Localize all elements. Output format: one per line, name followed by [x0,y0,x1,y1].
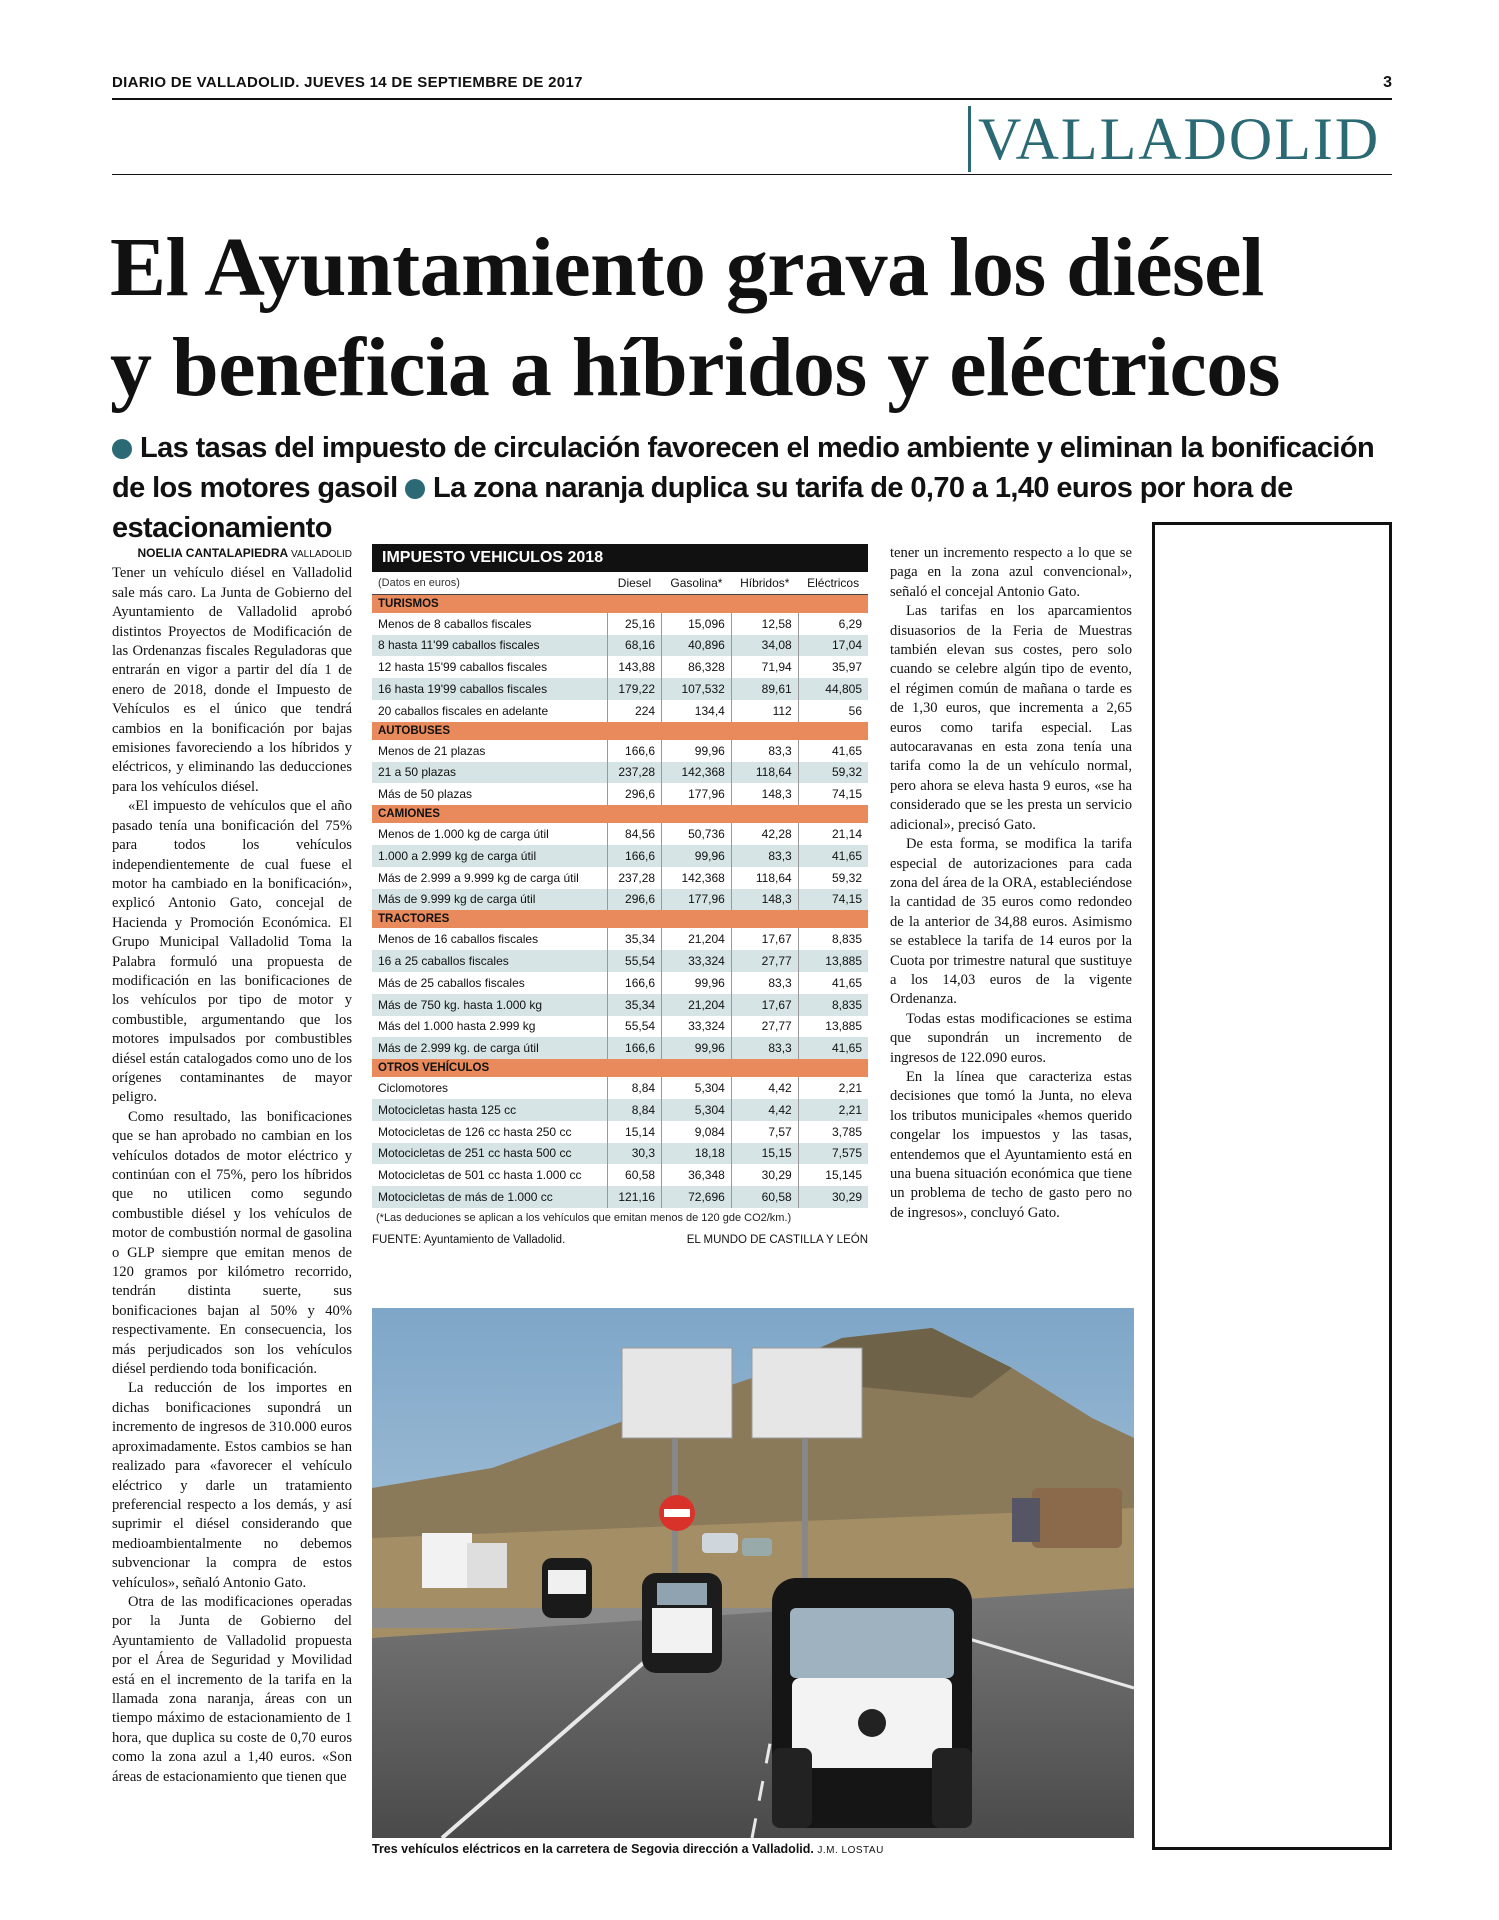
table-cell: 12,58 [731,613,798,635]
row-label: Más de 750 kg. hasta 1.000 kg [372,994,607,1016]
header-rule [112,98,1392,100]
table-source: FUENTE: Ayuntamiento de Valladolid. [372,1233,566,1246]
table-category-row [372,805,868,823]
tax-table-body [372,594,868,1208]
section-rule [112,174,1392,175]
page-number: 3 [1383,74,1392,91]
table-row [372,823,868,845]
table-cell: 60,58 [731,1186,798,1208]
table-cell: 121,16 [607,1186,661,1208]
small-car-far [542,1558,592,1618]
table-row [372,1121,868,1143]
subhead-1: Las tasas del impuesto de circulación favorecen el medio ambiente y eliminan la bonificación de los motores gasoil [112,432,1375,504]
table-row [372,1016,868,1038]
table-category-row [372,910,868,928]
paragraph: Todas estas modificaciones se estima que supondrán un incremento de ingresos de 122.090 euros. [890,1010,1132,1066]
row-label: Ciclomotores [372,1077,607,1099]
row-label: 21 a 50 plazas [372,762,607,784]
table-cell: 84,56 [607,823,661,845]
paragraph: «El impuesto de vehículos que el año pasado tenía una bonificación del 75% para todos los vehículos independientemente de cual fuese el motor ha cambiado en la bonificación», explicó Antonio Gato, concejal de Hacienda y Promoción Económica. El Grupo Municipal Valladolid Toma la Palabra formuló una propuesta de modificación en las bonificaciones de los vehículos por tipo de motor y combustible, argumentando que los motores impulsados por combustibles diésel están catalogados como uno de los orígenes contaminantes de mayor peligro. [112,798,352,1106]
table-cell: 5,304 [662,1099,732,1121]
table-row [372,656,868,678]
table-category-row [372,722,868,740]
table-cell: 237,28 [607,762,661,784]
table-cell: 2,21 [798,1077,868,1099]
table-cell: 17,04 [798,635,868,657]
table-row [372,1186,868,1208]
row-label: Menos de 16 caballos fiscales [372,928,607,950]
table-cell: 99,96 [662,845,732,867]
row-label: Motocicletas de 126 cc hasta 250 cc [372,1121,607,1143]
table-cell: 44,805 [798,678,868,700]
table-cell: 74,15 [798,783,868,805]
row-label: Más de 25 caballos fiscales [372,972,607,994]
table-cell: 8,84 [607,1077,661,1099]
table-cell: 177,96 [662,889,732,911]
table-row [372,762,868,784]
table-cell: 33,324 [662,1016,732,1038]
table-cell: 55,54 [607,1016,661,1038]
table-row [372,972,868,994]
table-cell: 55,54 [607,950,661,972]
table-cell: 237,28 [607,867,661,889]
table-cell: 72,696 [662,1186,732,1208]
table-cell: 177,96 [662,783,732,805]
paragraph: En la línea que caracteriza estas decisiones que tomó la Junta, no eleva los tributos municipales «hemos querido congelar los impuestos y las tasas, entendemos que el Ayuntamiento está en una buena situación económica que tiene un problema de techo de gasto pero no de ingresos», concluyó Gato. [890,1068,1132,1221]
table-row [372,950,868,972]
tax-table-box [372,544,868,1252]
row-label: Menos de 21 plazas [372,740,607,762]
table-cell: 166,6 [607,972,661,994]
headline-line-2: y beneficia a híbridos y eléctricos [110,321,1280,414]
table-cell: 4,42 [731,1077,798,1099]
table-cell: 99,96 [662,740,732,762]
running-head [112,74,1392,98]
table-row [372,635,868,657]
table-cell: 83,3 [731,740,798,762]
table-cell: 56 [798,700,868,722]
paragraph: tener un incremento respecto a lo que se paga en la zona azul convencional», señaló el concejal Antonio Gato. [890,545,1132,600]
column-header: Híbridos* [731,572,798,594]
row-label: Más de 50 plazas [372,783,607,805]
table-cell: 41,65 [798,1037,868,1059]
table-cell: 8,84 [607,1099,661,1121]
article-column-1 [112,544,352,1787]
row-label: 16 a 25 caballos fiscales [372,950,607,972]
table-cell: 71,94 [731,656,798,678]
table-cell: 33,324 [662,950,732,972]
table-row [372,845,868,867]
headline-line-1: El Ayuntamiento grava los diésel [110,221,1264,314]
row-label: Motocicletas hasta 125 cc [372,1099,607,1121]
table-cell: 142,368 [662,867,732,889]
row-label: Más del 1.000 hasta 2.999 kg [372,1016,607,1038]
table-cell: 179,22 [607,678,661,700]
table-cell: 42,28 [731,823,798,845]
category-label: TRACTORES [372,910,868,928]
table-cell: 35,97 [798,656,868,678]
table-cell: 107,532 [662,678,732,700]
table-cell: 2,21 [798,1099,868,1121]
paragraph: Como resultado, las bonificaciones que se han aprobado no cambian en los vehículos dotados de motor eléctrico y continúan con el 75%, pero los híbridos que no utilicen como segundo combustible diésel y los vehículos de motor de combustión normal de gasolina o GLP siempre que emitan menos de 120 gramos por kilómetro recorrido, tendrán distinta suerte, sus bonificaciones bajan al 50% y 40% respectivamente. En consecuencia, los más perjudicados son los vehículos diésel perdiendo toda bonificación. [112,1108,352,1378]
category-label: TURISMOS [372,594,868,613]
table-cell: 3,785 [798,1121,868,1143]
small-car-mid [642,1573,722,1673]
paragraph: Tener un vehículo diésel en Valladolid sale más caro. La Junta de Gobierno del Ayuntamiento de Valladolid aprobó distintos Proyectos de Modificación de las Ordenanzas fiscales Reguladoras que entrarán en vigor a partir del día 1 de enero de 2018, donde el Impuesto de Vehículos es el único que tendrá cambios en la bonificación por bajas emisiones favoreciendo a los híbridos y eléctricos, y eliminando las deducciones para los vehículos diésel. [112,565,352,795]
table-cell: 59,32 [798,762,868,784]
table-cell: 148,3 [731,783,798,805]
table-cell: 99,96 [662,972,732,994]
row-label: Motocicletas de 501 cc hasta 1.000 cc [372,1164,607,1186]
paragraph: Otra de las modificaciones operadas por la Junta de Gobierno del Ayuntamiento de Valladolid propuesta por el Área de Seguridad y Movilidad está en el incremento de la tarifa en la llamada zona naranja, áreas con un tiempo máximo de estacionamiento de 1 hora, que duplica su coste de 0,70 euros como la zona azul a 1,40 euros. «Son áreas de estacionamiento que tienen que [112,1593,352,1785]
table-row [372,783,868,805]
table-cell: 27,77 [731,1016,798,1038]
table-cell: 7,57 [731,1121,798,1143]
table-cell: 13,885 [798,1016,868,1038]
table-row [372,928,868,950]
table-row [372,889,868,911]
table-cell: 30,29 [731,1164,798,1186]
table-cell: 148,3 [731,889,798,911]
paragraph: Las tarifas en los aparcamientos disuasorios de la Feria de Muestras también elevan sus costes, pero solo cuando se celebre algún tipo de evento, el régimen común de mañana o tarde es de 1,30 euros, que incrementa a 2,65 euros como tarifa especial. Las autocaravanas en esta zona tenía una tarifa como la de un vehículo normal, pero ahora se eleva hasta 9 euros, «se ha considerado que se les presta un servicio adicional», precisó Gato. [890,603,1132,833]
table-cell: 142,368 [662,762,732,784]
row-label: 20 caballos fiscales en adelante [372,700,607,722]
table-cell: 118,64 [731,762,798,784]
table-cell: 17,67 [731,928,798,950]
table-cell: 224 [607,700,661,722]
row-label: Motocicletas de 251 cc hasta 500 cc [372,1143,607,1165]
table-note: (Datos en euros) [372,572,607,594]
table-cell: 118,64 [731,867,798,889]
table-row [372,1077,868,1099]
table-header-row [372,572,868,594]
date-line: DIARIO DE VALLADOLID. JUEVES 14 DE SEPTIEMBRE DE 2017 [112,74,583,91]
table-row [372,994,868,1016]
table-cell: 25,16 [607,613,661,635]
table-row [372,1099,868,1121]
row-label: Más de 2.999 kg. de carga útil [372,1037,607,1059]
row-label: Motocicletas de más de 1.000 cc [372,1186,607,1208]
table-cell: 8,835 [798,994,868,1016]
photo-caption [372,1842,884,1856]
bullet-dot-icon [112,439,132,459]
column-header: Eléctricos [798,572,868,594]
table-cell: 30,3 [607,1143,661,1165]
table-cell: 99,96 [662,1037,732,1059]
column-header: Gasolina* [662,572,732,594]
table-cell: 15,14 [607,1121,661,1143]
table-cell: 166,6 [607,845,661,867]
table-cell: 86,328 [662,656,732,678]
column-header: Diesel [607,572,661,594]
table-source-line [372,1224,868,1252]
tax-table [372,572,868,1208]
table-cell: 30,29 [798,1186,868,1208]
table-cell: 166,6 [607,740,661,762]
row-label: Más de 2.999 a 9.999 kg de carga útil [372,867,607,889]
row-label: Menos de 8 caballos fiscales [372,613,607,635]
row-label: 12 hasta 15'99 caballos fiscales [372,656,607,678]
small-car-near [772,1578,972,1828]
paragraph: De esta forma, se modifica la tarifa especial de autorizaciones para cada zona del área de la ORA, estableciéndose la cantidad de 35 euros como redondeo de la anterior de 34,88 euros. Asimismo se establece la tarifa de 14 euros por la Cuota por trimestre natural que sustituye a los 14,03 euros de la vigente Ordenanza. [890,836,1132,1008]
table-cell: 40,896 [662,635,732,657]
table-cell: 15,15 [731,1143,798,1165]
table-cell: 50,736 [662,823,732,845]
table-cell: 41,65 [798,972,868,994]
table-row [372,678,868,700]
category-label: AUTOBUSES [372,722,868,740]
table-row [372,700,868,722]
table-cell: 134,4 [662,700,732,722]
table-category-row [372,1059,868,1077]
table-cell: 7,575 [798,1143,868,1165]
table-cell: 41,65 [798,845,868,867]
table-cell: 6,29 [798,613,868,635]
photo-credit: J.M. LOSTAU [817,1845,884,1856]
ad-placeholder-box [1152,522,1392,1850]
table-cell: 41,65 [798,740,868,762]
table-cell: 27,77 [731,950,798,972]
section-bar [968,106,971,172]
road-scene-image [372,1308,1134,1838]
tax-table-title: IMPUESTO VEHICULOS 2018 [372,544,868,572]
table-category-row [372,594,868,613]
table-cell: 17,67 [731,994,798,1016]
byline [112,544,352,564]
table-cell: 296,6 [607,889,661,911]
section-title: VALLADOLID [978,106,1381,172]
subhead-2: La zona naranja duplica su tarifa de 0,70 a 1,40 euros por hora de estacionamiento [112,472,1293,544]
table-cell: 36,348 [662,1164,732,1186]
table-row [372,867,868,889]
table-cell: 21,204 [662,928,732,950]
table-cell: 68,16 [607,635,661,657]
table-row [372,1143,868,1165]
table-cell: 59,32 [798,867,868,889]
table-cell: 89,61 [731,678,798,700]
table-cell: 112 [731,700,798,722]
table-cell: 166,6 [607,1037,661,1059]
row-label: 1.000 a 2.999 kg de carga útil [372,845,607,867]
table-cell: 9,084 [662,1121,732,1143]
table-cell: 15,096 [662,613,732,635]
table-cell: 8,835 [798,928,868,950]
category-label: CAMIONES [372,805,868,823]
table-cell: 21,14 [798,823,868,845]
table-cell: 143,88 [607,656,661,678]
table-row [372,613,868,635]
table-cell: 74,15 [798,889,868,911]
table-row [372,1037,868,1059]
table-row [372,740,868,762]
table-cell: 35,34 [607,994,661,1016]
table-cell: 13,885 [798,950,868,972]
caption-text: Tres vehículos eléctricos en la carretera de Segovia dirección a Valladolid. [372,1842,814,1856]
news-photo [372,1308,1134,1838]
category-label: OTROS VEHÍCULOS [372,1059,868,1077]
table-cell: 34,08 [731,635,798,657]
table-cell: 21,204 [662,994,732,1016]
byline-author: NOELIA CANTALAPIEDRA [137,546,288,560]
table-cell: 5,304 [662,1077,732,1099]
table-cell: 60,58 [607,1164,661,1186]
paragraph: La reducción de los importes en dichas bonificaciones supondrá un incremento de ingresos de 310.000 euros aproximadamente. Estos cambios se han realizado para «favorecer el vehículo eléctrico y darle un tratamiento preferencial respecto a los demás, y así suprimir el diésel considerando que medioambientalmente no debemos subvencionar la compra de estos vehículos», señaló Antonio Gato. [112,1380,352,1591]
byline-city: VALLADOLID [291,549,352,560]
row-label: 16 hasta 19'99 caballos fiscales [372,678,607,700]
table-cell: 18,18 [662,1143,732,1165]
table-cell: 4,42 [731,1099,798,1121]
bullet-dot-icon [405,479,425,499]
table-credit: EL MUNDO DE CASTILLA Y LEÓN [686,1233,868,1246]
table-cell: 83,3 [731,972,798,994]
table-cell: 15,145 [798,1164,868,1186]
headline [110,218,1400,418]
table-cell: 296,6 [607,783,661,805]
table-row [372,1164,868,1186]
table-footnote: (*Las deduciones se aplican a los vehículos que emitan menos de 120 gde CO2/km.) [376,1211,792,1224]
row-label: 8 hasta 11'99 caballos fiscales [372,635,607,657]
row-label: Menos de 1.000 kg de carga útil [372,823,607,845]
table-cell: 83,3 [731,1037,798,1059]
table-cell: 35,34 [607,928,661,950]
row-label: Más de 9.999 kg de carga útil [372,889,607,911]
table-cell: 83,3 [731,845,798,867]
article-column-3 [890,544,1132,1223]
